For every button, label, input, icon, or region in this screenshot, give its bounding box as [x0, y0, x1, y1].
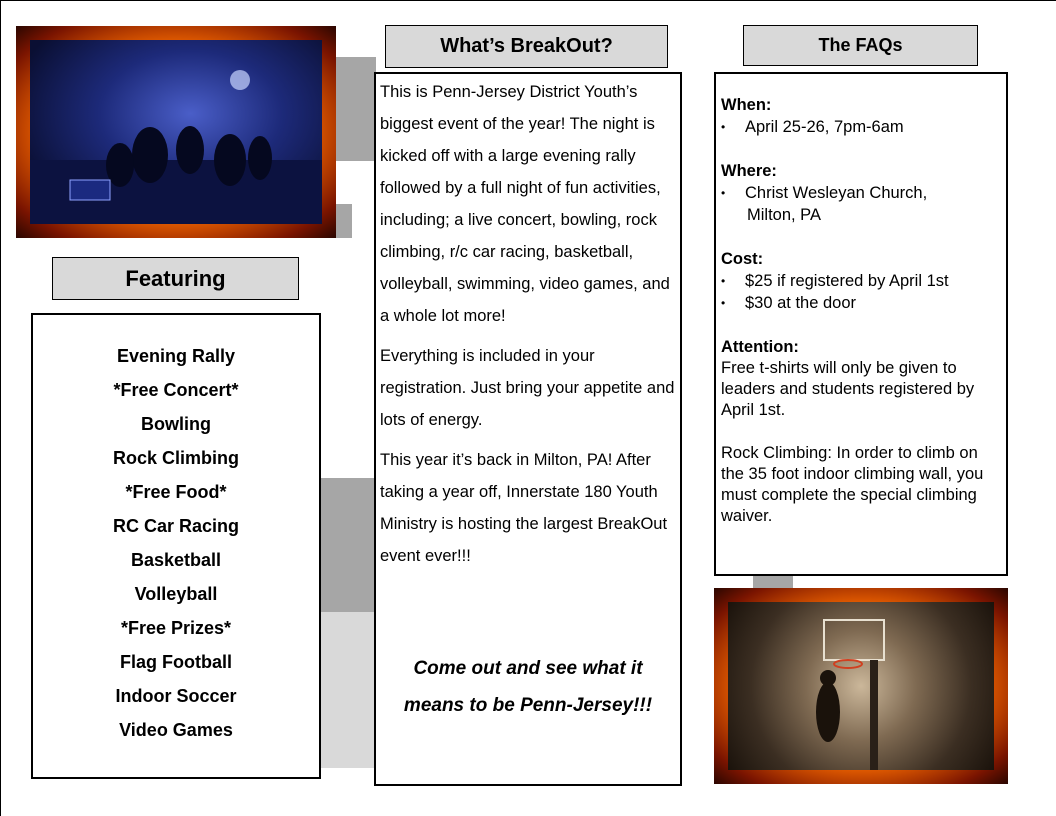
call-to-action-line-1: Come out and see what it	[413, 658, 643, 679]
featuring-header	[52, 257, 299, 300]
faqs-content	[721, 94, 1002, 527]
crowd-photo-icon	[30, 40, 322, 224]
basketball-photo-image	[728, 602, 994, 770]
crowd-photo	[16, 26, 336, 238]
faqs-header	[743, 25, 978, 66]
featuring-item: *Free Prizes*	[120, 618, 232, 638]
deco-block-mid-light	[320, 612, 376, 768]
breakout-paragraph-1: This is Penn-Jersey District Youth’s biggest event of the year! The night is kicked off with a large evening rally followed by a full night of fun activities, including; a live concert, bowling, rock climbing, r/c car racing, basketball, volleyball, swimming, video games, and a whole lot more!	[380, 83, 670, 325]
featuring-item: Bowling	[141, 414, 211, 434]
whats-breakout-title: What’s BreakOut?	[440, 35, 613, 57]
breakout-paragraph-3: This year it’s back in Milton, PA! After taking a year off, Innerstate 180 Youth Ministry is hosting the largest BreakOut event ever!!!	[380, 451, 668, 565]
deco-block-small	[334, 204, 352, 238]
deco-block-top	[334, 57, 376, 161]
featuring-item: Basketball	[130, 550, 222, 570]
featuring-item: Video Games	[119, 720, 233, 740]
faq-cost-item: • $25 if registered by April 1st	[721, 270, 1002, 292]
featuring-item: RC Car Racing	[112, 516, 240, 536]
featuring-item: Indoor Soccer	[115, 686, 237, 706]
faq-cost-label: Cost:	[721, 250, 764, 268]
deco-block-right	[753, 576, 793, 588]
featuring-item: Rock Climbing	[112, 448, 239, 468]
deco-block-mid-dark	[320, 478, 376, 612]
featuring-item: Evening Rally	[116, 346, 236, 366]
faq-where-label: Where:	[721, 162, 777, 180]
faq-attention-text: Free t-shirts will only be given to leaders and students registered by April 1st.	[721, 359, 975, 419]
featuring-panel	[31, 313, 321, 779]
featuring-list	[33, 339, 319, 747]
featuring-item: Volleyball	[134, 584, 218, 604]
faq-rock-climbing-text: Rock Climbing: In order to climb on the 35 foot indoor climbing wall, you must complete the special climbing waiver.	[721, 444, 984, 525]
faqs-title: The FAQs	[818, 35, 903, 55]
breakout-paragraph-2: Everything is included in your registration. Just bring your appetite and lots of energy.	[380, 347, 675, 429]
page-edge-left	[0, 0, 1, 816]
call-to-action-line-2: means to be Penn-Jersey!!!	[403, 695, 653, 716]
featuring-item: *Free Concert*	[113, 380, 239, 400]
faq-where-line-1: • Christ Wesleyan Church,	[721, 182, 1002, 204]
faq-cost-item: • $30 at the door	[721, 292, 1002, 314]
crowd-photo-image	[30, 40, 322, 224]
basketball-photo-icon	[728, 602, 994, 770]
faqs-panel	[714, 72, 1008, 576]
faq-attention-label: Attention:	[721, 338, 799, 356]
faq-when-label: When:	[721, 96, 772, 114]
basketball-photo	[714, 588, 1008, 784]
whats-breakout-body	[380, 76, 676, 580]
whats-breakout-panel	[374, 72, 682, 786]
whats-breakout-header	[385, 25, 668, 68]
faq-when-value: • April 25-26, 7pm-6am	[721, 116, 1002, 138]
featuring-item: Flag Football	[120, 652, 232, 672]
page-edge-top	[0, 0, 1056, 1]
faq-where-line-2: Milton, PA	[747, 206, 821, 224]
call-to-action	[376, 650, 680, 724]
featuring-title: Featuring	[125, 265, 226, 291]
featuring-item: *Free Food*	[125, 482, 227, 502]
